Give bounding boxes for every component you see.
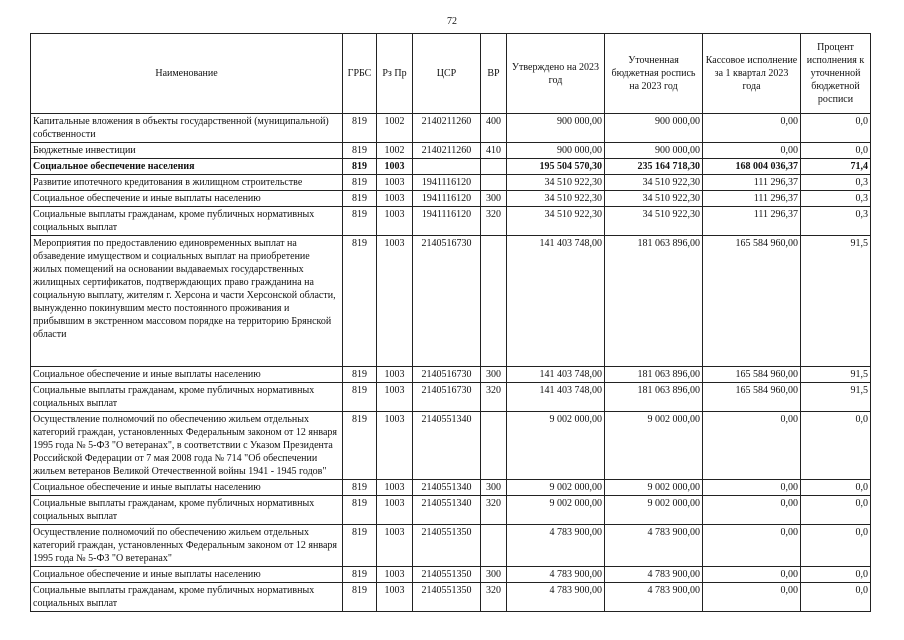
cell-percent: 0,0 — [801, 567, 871, 583]
cell-percent: 0,0 — [801, 480, 871, 496]
cell-name: Социальное обеспечение и иные выплаты населению — [31, 367, 343, 383]
cell-cash: 0,00 — [703, 143, 801, 159]
cell-refined: 4 783 900,00 — [605, 525, 703, 567]
cell-percent: 0,0 — [801, 496, 871, 525]
cell-vr: 410 — [481, 143, 507, 159]
table-row — [31, 207, 871, 236]
cell-grbs: 819 — [343, 207, 377, 236]
cell-percent: 91,5 — [801, 236, 871, 367]
cell-cash: 0,00 — [703, 583, 801, 612]
cell-approved: 9 002 000,00 — [507, 412, 605, 480]
page-number: 72 — [447, 16, 457, 27]
cell-refined: 181 063 896,00 — [605, 383, 703, 412]
cell-rz-pr: 1003 — [377, 525, 413, 567]
table-row — [31, 383, 871, 412]
table-row — [31, 175, 871, 191]
cell-percent: 0,0 — [801, 412, 871, 480]
cell-csr: 2140551350 — [413, 583, 481, 612]
cell-vr: 400 — [481, 114, 507, 143]
cell-percent: 0,0 — [801, 114, 871, 143]
cell-rz-pr: 1003 — [377, 412, 413, 480]
cell-csr: 2140551340 — [413, 496, 481, 525]
cell-rz-pr: 1003 — [377, 175, 413, 191]
cell-grbs: 819 — [343, 480, 377, 496]
header-grbs: ГРБС — [343, 34, 377, 114]
table-row — [31, 525, 871, 567]
cell-csr: 2140551350 — [413, 567, 481, 583]
cell-approved: 4 783 900,00 — [507, 583, 605, 612]
cell-rz-pr: 1002 — [377, 143, 413, 159]
table-row — [31, 159, 871, 175]
cell-approved: 141 403 748,00 — [507, 236, 605, 367]
header-name: Наименование — [31, 34, 343, 114]
cell-approved: 34 510 922,30 — [507, 191, 605, 207]
cell-csr: 2140211260 — [413, 143, 481, 159]
cell-name: Мероприятия по предоставлению единовременных выплат на обзаведение имуществом и социальных выплат на приобретение жилых помещений на основании выдаваемых государственных жилищных сертификатов, подтверждающих право гражданина на социальную выплату, жителям г. Херсона и части Херсонской области, вынужденно покинувшим место постоянного проживания и прибывшим в экстренном массовом порядке на территорию Брянской области — [31, 236, 343, 367]
cell-csr: 2140551340 — [413, 412, 481, 480]
cell-rz-pr: 1003 — [377, 496, 413, 525]
cell-name: Социальные выплаты гражданам, кроме публичных нормативных социальных выплат — [31, 583, 343, 612]
cell-name: Социальное обеспечение населения — [31, 159, 343, 175]
cell-grbs: 819 — [343, 159, 377, 175]
cell-vr — [481, 236, 507, 367]
cell-percent: 0,0 — [801, 143, 871, 159]
cell-approved: 900 000,00 — [507, 143, 605, 159]
cell-vr: 300 — [481, 567, 507, 583]
cell-percent: 0,3 — [801, 191, 871, 207]
cell-grbs: 819 — [343, 143, 377, 159]
cell-rz-pr: 1003 — [377, 191, 413, 207]
cell-cash: 0,00 — [703, 114, 801, 143]
cell-cash: 0,00 — [703, 567, 801, 583]
cell-name: Капитальные вложения в объекты государственной (муниципальной) собственности — [31, 114, 343, 143]
cell-percent: 0,3 — [801, 175, 871, 191]
cell-approved: 34 510 922,30 — [507, 207, 605, 236]
cell-vr: 320 — [481, 496, 507, 525]
cell-refined: 34 510 922,30 — [605, 191, 703, 207]
header-approved: Утверждено на 2023 год — [507, 34, 605, 114]
cell-name: Социальное обеспечение и иные выплаты населению — [31, 567, 343, 583]
cell-grbs: 819 — [343, 191, 377, 207]
cell-cash: 111 296,37 — [703, 191, 801, 207]
table-row — [31, 480, 871, 496]
cell-csr: 2140516730 — [413, 383, 481, 412]
header-cash: Кассовое исполнение за 1 квартал 2023 года — [703, 34, 801, 114]
cell-cash: 0,00 — [703, 496, 801, 525]
cell-vr: 320 — [481, 207, 507, 236]
cell-grbs: 819 — [343, 496, 377, 525]
cell-grbs: 819 — [343, 583, 377, 612]
cell-cash: 111 296,37 — [703, 175, 801, 191]
cell-grbs: 819 — [343, 567, 377, 583]
cell-approved: 34 510 922,30 — [507, 175, 605, 191]
cell-approved: 900 000,00 — [507, 114, 605, 143]
cell-rz-pr: 1003 — [377, 207, 413, 236]
cell-refined: 9 002 000,00 — [605, 412, 703, 480]
table-row — [31, 412, 871, 480]
table-row — [31, 567, 871, 583]
cell-cash: 0,00 — [703, 412, 801, 480]
cell-approved: 4 783 900,00 — [507, 525, 605, 567]
cell-refined: 900 000,00 — [605, 114, 703, 143]
cell-name: Развитие ипотечного кредитования в жилищном строительстве — [31, 175, 343, 191]
cell-vr — [481, 412, 507, 480]
cell-cash: 168 004 036,37 — [703, 159, 801, 175]
cell-refined: 34 510 922,30 — [605, 175, 703, 191]
cell-name: Бюджетные инвестиции — [31, 143, 343, 159]
cell-rz-pr: 1003 — [377, 367, 413, 383]
cell-cash: 0,00 — [703, 480, 801, 496]
cell-name: Социальное обеспечение и иные выплаты населению — [31, 191, 343, 207]
table-header-row — [31, 34, 871, 114]
cell-cash: 0,00 — [703, 525, 801, 567]
cell-vr: 320 — [481, 383, 507, 412]
cell-name: Осуществление полномочий по обеспечению жильем отдельных категорий граждан, установленных Федеральным законом от 12 января 1995 года № 5-ФЗ "О ветеранах", в соответствии с Указом Президента Российской Федерации от 7 мая 2008 года № 714 "Об обеспечении жильем ветеранов Великой Отечественной войны 1941 - 1945 годов" — [31, 412, 343, 480]
header-csr: ЦСР — [413, 34, 481, 114]
table-row — [31, 114, 871, 143]
budget-table — [30, 33, 871, 612]
cell-approved: 141 403 748,00 — [507, 367, 605, 383]
cell-csr: 2140211260 — [413, 114, 481, 143]
cell-refined: 181 063 896,00 — [605, 367, 703, 383]
cell-vr: 320 — [481, 583, 507, 612]
cell-csr: 1941116120 — [413, 191, 481, 207]
cell-approved: 9 002 000,00 — [507, 496, 605, 525]
cell-csr: 1941116120 — [413, 207, 481, 236]
cell-percent: 71,4 — [801, 159, 871, 175]
table-row — [31, 496, 871, 525]
cell-percent: 0,0 — [801, 583, 871, 612]
cell-name: Социальные выплаты гражданам, кроме публичных нормативных социальных выплат — [31, 383, 343, 412]
cell-refined: 4 783 900,00 — [605, 567, 703, 583]
cell-csr: 2140516730 — [413, 236, 481, 367]
cell-csr: 2140516730 — [413, 367, 481, 383]
cell-vr: 300 — [481, 191, 507, 207]
cell-cash: 165 584 960,00 — [703, 367, 801, 383]
cell-refined: 34 510 922,30 — [605, 207, 703, 236]
cell-grbs: 819 — [343, 367, 377, 383]
cell-approved: 195 504 570,30 — [507, 159, 605, 175]
cell-approved: 9 002 000,00 — [507, 480, 605, 496]
table-row — [31, 236, 871, 367]
cell-approved: 141 403 748,00 — [507, 383, 605, 412]
cell-rz-pr: 1003 — [377, 159, 413, 175]
cell-vr — [481, 175, 507, 191]
cell-cash: 165 584 960,00 — [703, 236, 801, 367]
cell-refined: 181 063 896,00 — [605, 236, 703, 367]
cell-csr — [413, 159, 481, 175]
cell-percent: 0,3 — [801, 207, 871, 236]
cell-name: Социальное обеспечение и иные выплаты населению — [31, 480, 343, 496]
table-row — [31, 367, 871, 383]
cell-percent: 91,5 — [801, 367, 871, 383]
cell-grbs: 819 — [343, 236, 377, 367]
cell-refined: 235 164 718,30 — [605, 159, 703, 175]
cell-name: Осуществление полномочий по обеспечению жильем отдельных категорий граждан, установленных Федеральным законом от 12 января 1995 года № 5-ФЗ "О ветеранах" — [31, 525, 343, 567]
table-row — [31, 143, 871, 159]
cell-refined: 9 002 000,00 — [605, 496, 703, 525]
cell-csr: 2140551340 — [413, 480, 481, 496]
cell-rz-pr: 1003 — [377, 567, 413, 583]
cell-vr — [481, 159, 507, 175]
cell-vr — [481, 525, 507, 567]
cell-cash: 111 296,37 — [703, 207, 801, 236]
header-refined: Уточненная бюджетная роспись на 2023 год — [605, 34, 703, 114]
cell-name: Социальные выплаты гражданам, кроме публичных нормативных социальных выплат — [31, 207, 343, 236]
cell-name: Социальные выплаты гражданам, кроме публичных нормативных социальных выплат — [31, 496, 343, 525]
table-row — [31, 191, 871, 207]
cell-grbs: 819 — [343, 175, 377, 191]
cell-rz-pr: 1003 — [377, 236, 413, 367]
header-vr: ВР — [481, 34, 507, 114]
cell-grbs: 819 — [343, 412, 377, 480]
header-rz-pr: Рз Пр — [377, 34, 413, 114]
cell-grbs: 819 — [343, 525, 377, 567]
table-row — [31, 583, 871, 612]
cell-refined: 4 783 900,00 — [605, 583, 703, 612]
cell-grbs: 819 — [343, 383, 377, 412]
header-percent: Процент исполнения к уточненной бюджетной росписи — [801, 34, 871, 114]
cell-refined: 900 000,00 — [605, 143, 703, 159]
cell-csr: 2140551350 — [413, 525, 481, 567]
cell-vr: 300 — [481, 480, 507, 496]
cell-vr: 300 — [481, 367, 507, 383]
cell-percent: 0,0 — [801, 525, 871, 567]
cell-percent: 91,5 — [801, 383, 871, 412]
cell-rz-pr: 1003 — [377, 583, 413, 612]
cell-cash: 165 584 960,00 — [703, 383, 801, 412]
cell-approved: 4 783 900,00 — [507, 567, 605, 583]
cell-grbs: 819 — [343, 114, 377, 143]
cell-refined: 9 002 000,00 — [605, 480, 703, 496]
cell-rz-pr: 1003 — [377, 383, 413, 412]
cell-csr: 1941116120 — [413, 175, 481, 191]
cell-rz-pr: 1003 — [377, 480, 413, 496]
cell-rz-pr: 1002 — [377, 114, 413, 143]
